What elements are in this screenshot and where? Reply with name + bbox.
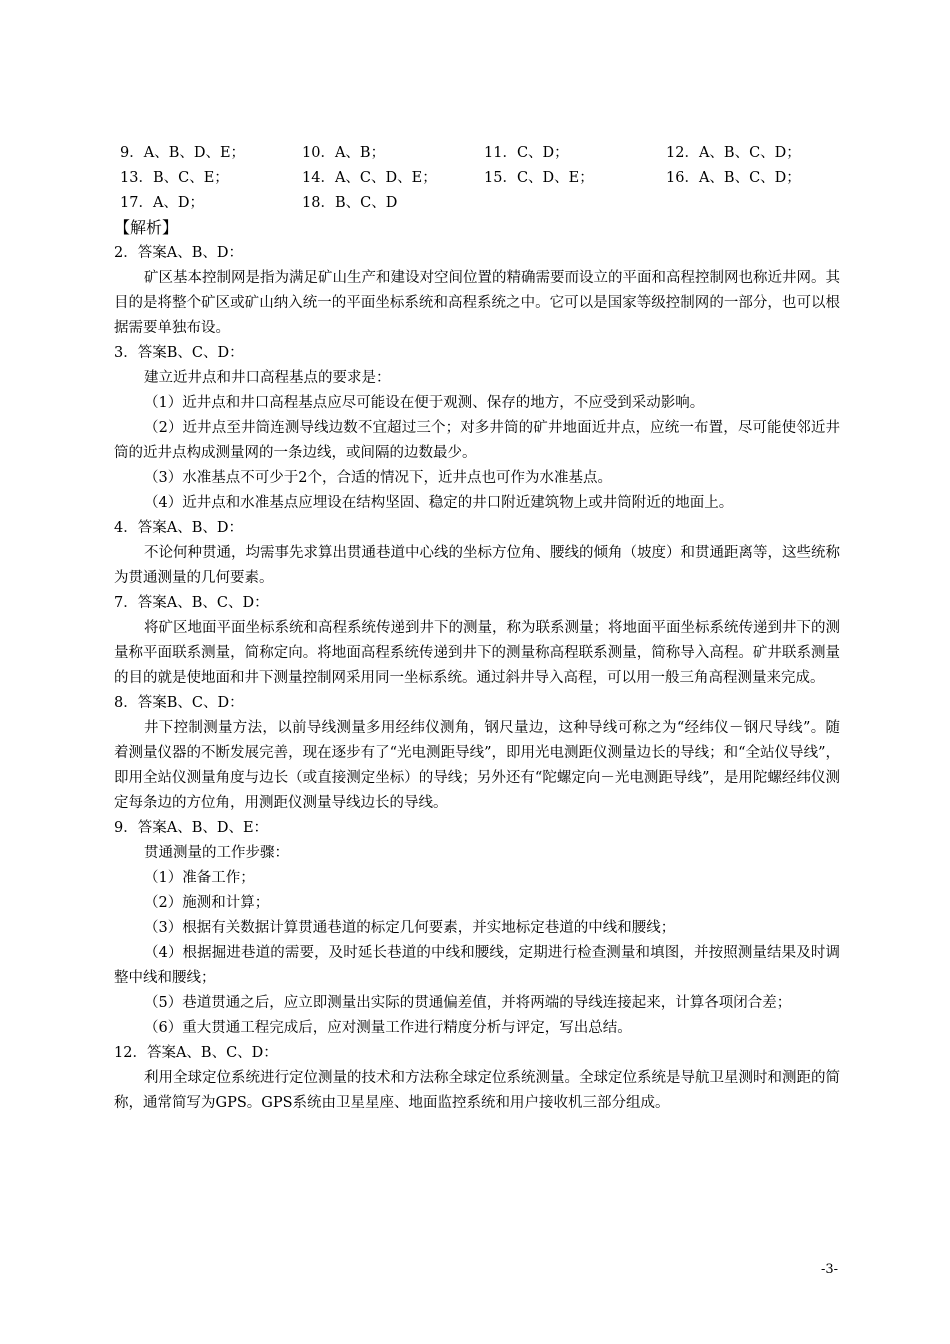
explanation-paragraph: 建立近井点和井口高程基点的要求是： <box>144 370 391 386</box>
answer-item: 16．A、B、C、D； <box>666 170 801 186</box>
step-item: （5）巷道贯通之后，应立即测量出实际的贯通偏差值，并将两端的导线连接起来，计算各项闭合差； <box>144 995 792 1011</box>
answer-heading: 7．答案A、B、C、D： <box>114 595 269 611</box>
explanation-paragraph: 利用全球定位系统进行定位测量的技术和方法称全球定位系统测量。全球定位系统是导航卫星测时和测距的简称，通常简写为GPS。GPS系统由卫星星座、地面监控系统和用户接收机三部分组成。 <box>114 1070 840 1111</box>
explanation-paragraph: 矿区基本控制网是指为满足矿山生产和建设对空间位置的精确需要而设立的平面和高程控制网也称近井网。其目的是将整个矿区或矿山纳入统一的平面坐标系统和高程系统之中。它可以是国家等级控制网的一部分，也可以根据需要单独布设。 <box>114 270 840 336</box>
answer-item: 9．A、B、D、E； <box>120 145 246 161</box>
answer-item: 17．A、D； <box>120 195 205 211</box>
analysis-heading: 【解析】 <box>114 218 179 237</box>
answer-item: 14．A、C、D、E； <box>302 170 437 186</box>
answer-item: 15．C、D、E； <box>484 170 594 186</box>
answer-heading: 12．答案A、B、C、D： <box>114 1045 278 1061</box>
answer-heading: 2．答案A、B、D： <box>114 245 243 261</box>
answer-item: 10．A、B； <box>302 145 386 161</box>
step-item: （4）根据掘进巷道的需要，及时延长巷道的中线和腰线，定期进行检查测量和填图，并按照测量结果及时调整中线和腰线； <box>114 945 840 986</box>
answer-heading: 3．答案B、C、D： <box>114 345 244 361</box>
step-item: （2）施测和计算； <box>144 895 270 911</box>
page-content <box>114 141 840 1116</box>
step-item: （6）重大贯通工程完成后，应对测量工作进行精度分析与评定，写出总结。 <box>144 1020 632 1036</box>
answer-item: 13．B、C、E； <box>120 170 229 186</box>
explanation-paragraph: （4）近井点和水准基点应埋设在结构坚固、稳定的井口附近建筑物上或井筒附近的地面上。 <box>144 495 734 511</box>
answer-heading: 8．答案B、C、D： <box>114 695 244 711</box>
explanation-paragraph: 将矿区地面平面坐标系统和高程系统传递到井下的测量，称为联系测量；将地面平面坐标系统传递到井下的测量称平面联系测量，简称定向。将地面高程系统传递到井下的测量称高程联系测量，简称导入高程。矿井联系测量的目的就是使地面和井下测量控制网采用同一坐标系统。通过斜井导入高程，可以用一般三角高程测量来完成。 <box>114 620 840 686</box>
step-item: （1）准备工作； <box>144 870 255 886</box>
answer-grid <box>114 141 840 216</box>
explanation-paragraph: 贯通测量的工作步骤： <box>144 845 289 861</box>
step-item: （3）根据有关数据计算贯通巷道的标定几何要素，并实地标定巷道的中线和腰线； <box>144 920 676 936</box>
answer-item: 12．A、B、C、D； <box>666 145 801 161</box>
explanation-paragraph: 不论何种贯通，均需事先求算出贯通巷道中心线的坐标方位角、腰线的倾角（坡度）和贯通距离等，这些统称为贯通测量的几何要素。 <box>114 545 840 586</box>
answer-item: 11．C、D； <box>484 145 569 161</box>
answer-heading: 4．答案A、B、D： <box>114 520 243 536</box>
answer-heading: 9．答案A、B、D、E： <box>114 820 269 836</box>
explanation-paragraph: 井下控制测量方法，以前导线测量多用经纬仪测角，钢尺量边，这种导线可称之为“经纬仪－钢尺导线”。随着测量仪器的不断发展完善，现在逐步有了“光电测距导线”，即用光电测距仪测量边长的导线；和“全站仪导线”，即用全站仪测量角度与边长（或直接测定坐标）的导线；另外还有“陀螺定向－光电测距导线”，是用陀螺经纬仪测定每条边的方位角，用测距仪测量导线边长的导线。 <box>114 720 840 811</box>
explanation-paragraph: （3）水准基点不可少于2个，合适的情况下，近井点也可作为水准基点。 <box>144 470 612 486</box>
answer-item: 18．B、C、D <box>302 195 398 211</box>
explanation-paragraph: （1）近井点和井口高程基点应尽可能设在便于观测、保存的地方，不应受到采动影响。 <box>144 395 705 411</box>
explanation-paragraph: （2）近井点至井筒连测导线边数不宜超过三个；对多井筒的矿井地面近井点，应统一布置，尽可能使邻近井筒的近井点构成测量网的一条边线，或间隔的边数最少。 <box>114 420 840 461</box>
page-number: -3- <box>820 1262 838 1277</box>
